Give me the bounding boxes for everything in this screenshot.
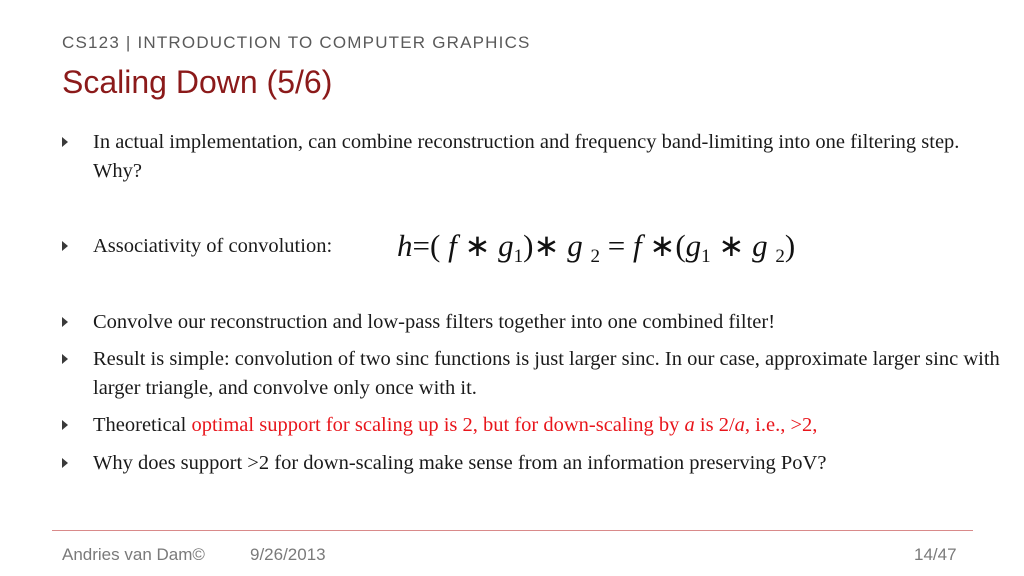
eq-g: g: [752, 228, 768, 263]
eq-conv: ∗: [533, 228, 560, 263]
eq-paren: ): [784, 228, 796, 263]
eq-sub: 1: [513, 246, 524, 267]
bullet-arrow-icon: [62, 137, 68, 147]
bullet-arrow-icon: [62, 420, 68, 430]
eq-sub: 2: [775, 246, 785, 267]
highlight-var: a: [684, 414, 695, 436]
bullet-text: Result is simple: convolution of two sinc functions is just larger sinc. In our case, approximate larger sinc with larger triangle, and convolve only once with it.: [93, 348, 1000, 399]
bullet-text: Convolve our reconstruction and low-pass filters together into one combined filter!: [93, 311, 776, 333]
eq-paren: ): [523, 228, 534, 263]
course-header: CS123 | INTRODUCTION TO COMPUTER GRAPHICS: [62, 33, 531, 52]
bullet-text: Associativity of convolution:: [93, 235, 333, 257]
bullet-prefix: Theoretical: [93, 414, 192, 436]
eq-equals: =: [607, 228, 626, 263]
bullet-arrow-icon: [62, 317, 68, 327]
footer-page-number: 14/47: [914, 545, 957, 564]
eq-conv: ∗: [464, 228, 491, 263]
bullet-arrow-icon: [62, 458, 68, 468]
footer-date: 9/26/2013: [250, 545, 326, 564]
slide-title: Scaling Down (5/6): [62, 64, 333, 100]
bullet-arrow-icon: [62, 354, 68, 364]
eq-g: g: [567, 228, 583, 263]
bullet-text: In actual implementation, can combine reconstruction and frequency band-limiting into one filtering step. Why?: [93, 131, 960, 182]
eq-f: f: [448, 228, 457, 263]
eq-sub: 2: [590, 246, 600, 267]
convolution-equation: [397, 228, 795, 268]
eq-h: h: [397, 228, 413, 263]
bullet-text: Why does support >2 for down-scaling make sense from an information preserving PoV?: [93, 452, 827, 474]
highlight-text: is 2/: [694, 414, 735, 436]
bullet-arrow-icon: [62, 241, 68, 251]
eq-conv: ∗: [649, 228, 676, 263]
eq-paren: (: [675, 228, 686, 263]
eq-paren: (: [429, 228, 441, 263]
eq-f: f: [632, 228, 642, 263]
eq-conv: ∗: [718, 228, 745, 263]
eq-sub: 1: [701, 246, 711, 267]
eq-g: g: [685, 228, 702, 263]
footer-author: Andries van Dam©: [62, 545, 205, 564]
footer-divider: [52, 530, 973, 531]
eq-equals: =: [412, 228, 430, 263]
eq-g: g: [498, 228, 514, 263]
bullet-text: [93, 411, 1013, 440]
highlight-text: optimal support for scaling up is 2, but for down-scaling by: [191, 414, 685, 436]
highlight-var: a: [734, 414, 745, 436]
highlight-text: , i.e., >2,: [744, 414, 818, 436]
